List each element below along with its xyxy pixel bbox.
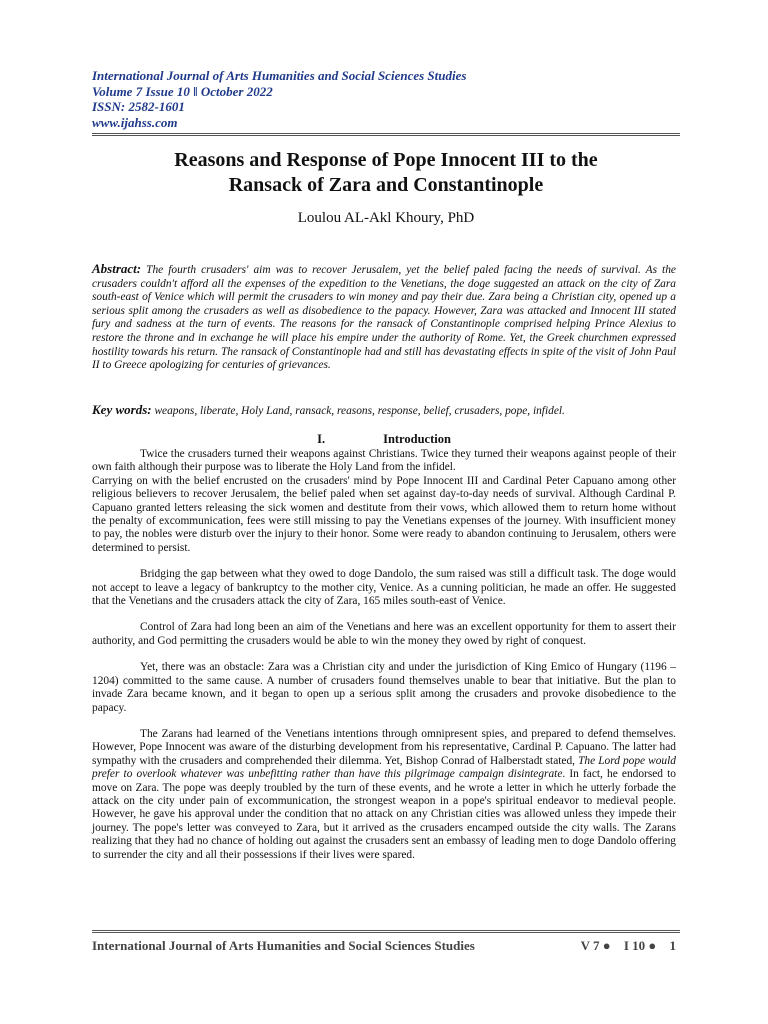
section-heading [92,432,676,447]
keywords-text: weapons, liberate, Holy Land, ransack, reasons, response, belief, crusaders, pope, infidel. [154,405,565,417]
footer-issue: I 10 ● [623,938,657,953]
footer-journal: International Journal of Arts Humanities and Social Sciences Studies [92,938,475,953]
title-line-1: Reasons and Response of Pope Innocent III to the [174,149,598,171]
paragraph-6 [92,728,676,862]
journal-url[interactable]: www.ijahss.com [92,114,178,130]
page-number: 1 [669,938,676,953]
paper-title [92,148,680,198]
abstract [92,262,676,373]
journal-header [92,68,692,130]
footer-right [571,938,676,954]
section-number: I. [317,432,326,446]
paragraph-1: Twice the crusaders turned their weapons against Christians. Twice they turned their weapons against people of their own faith although their purpose was to liberate the Holy Land from the infidel. [92,448,676,474]
keywords [92,402,676,418]
header-rule [92,133,680,136]
paragraph-6-part-2: . In fact, he endorsed to move on Zara. The pope was deeply troubled by the turn of these events, and he wrote a letter in which he utterly forbade the attack on the city under pain of excommunication, the strongest weapon in a pope's spiritual endeavor to medieval people. However, he gave his approval under the condition that no attack on any Christian cities was allowed unless they impede their journey. The pope's letter was conveyed to Zara, but it arrived as the crusaders encamped outside the city walls. The Zarans realizing that they had no chance of holding out against the crusaders sent an embassy of leading men to doge Dandolo offering to surrender the city and all their possessions if their lives were spared. [92,768,676,861]
paragraph-6-quote: The Lord pope would prefer to overlook whatever was unbefitting rather than have this pilgrimage campaign disintegrate [92,754,676,781]
footer-volume: V 7 ● [580,938,611,953]
journal-name: International Journal of Arts Humanities and Social Sciences Studies [92,68,467,83]
paragraph-2: Carrying on with the belief encrusted on the crusaders' mind by Pope Innocent III and Cardinal Peter Capuano among other religious believers to recover Jerusalem, the belief paled when set against day-to-day needs of survival. Although Cardinal P. Capuano granted letters releasing the sick women and destitute from their vows, which allowed them to return home without the penalty of excommunication, fees were still missing to pay the Venetians expenses of the journey. With insufficient money to pay, the nobles were disturb over the injury to their honor. Some were ready to abandon continuing to Jerusalem, others were determined to persist. [92,474,676,554]
keywords-label: Key words: [92,402,152,417]
journal-issn: ISSN: 2582-1601 [92,99,185,114]
section-title: Introduction [383,432,451,446]
paragraph-5: Yet, there was an obstacle: Zara was a Christian city and under the jurisdiction of King Emico of Hungary (1196 – 1204) committed to the same cause. A number of crusaders found themselves unable to bear that initiative. But the plan to invade Zara became known, and it began to open up a serious split among the crusaders and provoke disobedience to the papacy. [92,661,676,714]
paragraph-4: Control of Zara had long been an aim of the Venetians and here was an excellent opportunity for them to assert their authority, and God permitting the crusaders would be able to win the money they owed by right of conquest. [92,621,676,647]
paragraph-6-part-1: The Zarans had learned of the Venetians intentions through omnipresent spies, and prepared to defend themselves. However, Pope Innocent was aware of the disturbing development from his representative, Cardinal P. Capuano. The latter had sympathy with the crusaders and comprehended their dilemma. Yet, Bishop Conrad of Halberstadt stated, [92,727,676,767]
body-text [92,448,676,862]
abstract-text: The fourth crusaders' aim was to recover Jerusalem, yet the belief paled facing the needs of survival. As the crusaders couldn't afford all the expenses of the expedition to the Venetians, the doge suggested an attack on the city of Zara south-east of Venice which will permit the crusaders to win money and pay their due. Zara being a Christian city, opened up a serious split among the crusaders as well as disobedience to the papacy. However, Zara was attacked and Innocent III stated fury and sadness at the turn of events. The reasons for the ransack of Constantinople comprised helping Prince Alexius to restore the throne and in exchange he will place his empire under the authority of Rome. Yet, the Greek churchmen expressed hostility towards his return. The ransack of Constantinople had and still has devastating effects in spite of the visit of John Paul II to Greece apologizing for centuries of grievances. [92,264,676,372]
author-name: Loulou AL-Akl Khoury, PhD [297,210,475,226]
footer-rule [92,930,680,933]
paragraph-3: Bridging the gap between what they owed to doge Dandolo, the sum raised was still a difficult task. The doge would not accept to leave a legacy of bankruptcy to the mother city, Venice. As a cunning politician, he made an offer. He suggested that the Venetians and the crusaders attack the city of Zara, 165 miles south-east of Venice. [92,568,676,608]
journal-volume: Volume 7 Issue 10 ǁ October 2022 [92,83,273,99]
abstract-label: Abstract: [92,261,142,276]
page-footer [92,938,676,954]
title-line-2: Ransack of Zara and Constantinople [228,174,544,196]
